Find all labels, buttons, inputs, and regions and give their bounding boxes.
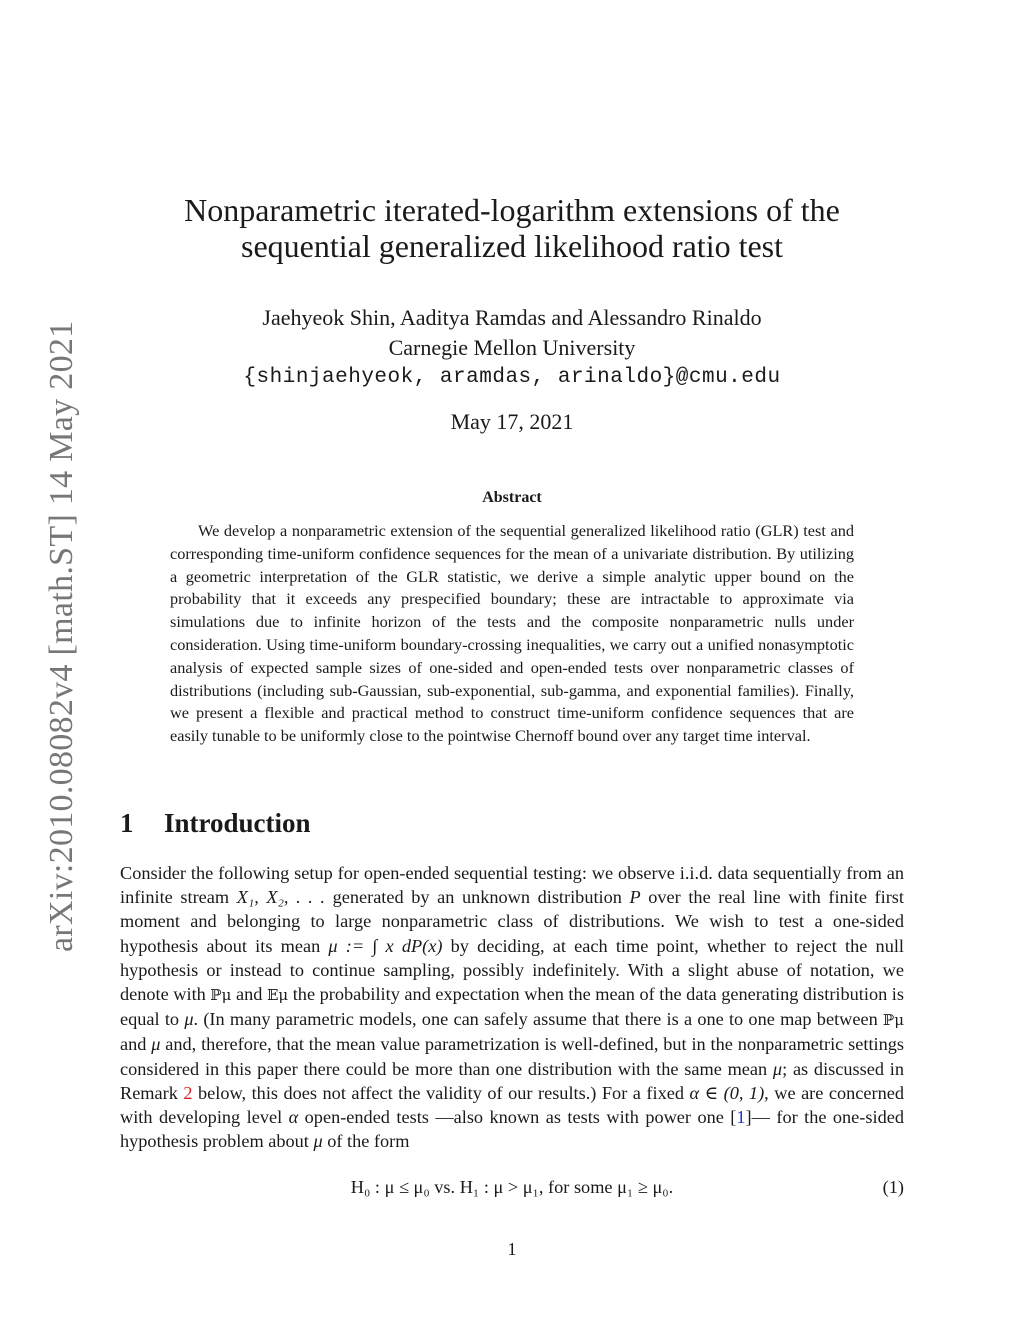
math-prob-measure: ℙμ xyxy=(210,986,232,1005)
math-expectation: 𝔼μ xyxy=(266,986,289,1005)
section-heading xyxy=(120,808,311,839)
author-emails: {shinjaehyeok, aramdas, arinaldo}@cmu.edu xyxy=(243,366,781,389)
math-stream: X₁, X₂, . . . xyxy=(236,887,325,908)
equation-content: H₀ : μ ≤ μ₀ vs. H₁ : μ > μ₁, for some μ₁ ≥ μ₀. xyxy=(350,1177,674,1197)
body-text: and, therefore, that the mean value parametrization is well-defined, but in the nonparametric settings considered in this paper there could be more than one distribution with the same mean xyxy=(120,1034,904,1079)
body-text: over the real line with finite first moment and belonging to large nonparametric class of distributions. We wish to test a one-sided hypothesis about its mean xyxy=(120,887,904,956)
author-block xyxy=(120,303,904,393)
body-text: and xyxy=(120,1034,152,1055)
section-number: 1 xyxy=(120,808,134,838)
math-prob-measure: ℙμ xyxy=(882,1011,904,1030)
page-number: 1 xyxy=(507,1239,517,1259)
citation-link[interactable]: 1 xyxy=(736,1107,746,1128)
body-text: and xyxy=(231,984,267,1005)
title-line-1: Nonparametric iterated-logarithm extensions of the xyxy=(184,192,840,228)
arxiv-sidebar-stamp: arXiv:2010.08082v4 [math.ST] 14 May 2021 xyxy=(43,320,80,952)
body-text: of the form xyxy=(322,1131,410,1152)
body-text: by deciding, at each time point, whether to reject the null hypothesis or instead to continue sampling, possibly indefinitely. With a slight abuse of notation, we denote with xyxy=(120,935,904,1005)
body-text: open-ended tests —also known as tests with power one [ xyxy=(298,1107,737,1128)
equation-1 xyxy=(120,1177,904,1203)
math-mu: μ xyxy=(151,1034,161,1055)
body-text: , we are concerned with developing level xyxy=(120,1082,905,1128)
math-mu: μ xyxy=(313,1131,323,1152)
math-mu: μ xyxy=(772,1058,783,1079)
title-line-2: sequential generalized likelihood ratio test xyxy=(240,228,784,264)
body-text: . (In many parametric models, one can safely assume that there is a one to one map between xyxy=(193,1009,883,1030)
author-names: Jaehyeok Shin, Aaditya Ramdas and Alessandro Rinaldo xyxy=(262,305,762,330)
body-text: ; as discussed in Remark xyxy=(120,1058,904,1103)
abstract-body xyxy=(170,520,854,748)
math-P: P xyxy=(629,887,641,908)
affiliation: Carnegie Mellon University xyxy=(388,335,636,360)
paper-title xyxy=(120,192,904,264)
abstract-heading: Abstract xyxy=(482,489,542,506)
remark-link[interactable]: 2 xyxy=(183,1082,193,1103)
abstract-text: We develop a nonparametric extension of the sequential generalized likelihood ratio (GLR) test and corresponding time-uniform confidence sequences for the mean of a univariate distribution. By utilizing a geometric interpretation of the GLR statistic, we derive a simple analytic upper bound on the probability that it exceeds any prespecified boundary; these are intractable to approximate via simulations due to infinite horizon of the tests and the composite nonparametric nulls under consideration. Using time-uniform boundary-crossing inequalities, we carry out a unified nonasymptotic analysis of expected sample sizes of one-sided and open-ended tests over nonparametric classes of distributions (including sub-Gaussian, sub-exponential, sub-gamma, and exponential families). Finally, we present a flexible and practical method to construct time-uniform confidence sequences that are easily tunable to be uniformly close to the pointwise Chernoff bound over any target time interval. xyxy=(170,521,854,746)
equation-number: (1) xyxy=(882,1177,904,1197)
math-alpha: α xyxy=(288,1107,299,1128)
intro-paragraph xyxy=(120,861,904,1153)
body-text: generated by an unknown distribution xyxy=(325,887,630,908)
math-mu: μ xyxy=(184,1009,194,1030)
math-mean-definition: μ := ∫ x dP(x) xyxy=(328,935,443,956)
math-alpha-interval: α ∈ (0, 1) xyxy=(689,1082,765,1103)
section-title: Introduction xyxy=(164,808,311,838)
body-text: Consider the following setup for open-ended sequential testing: we observe i.i.d. data sequentially from an infinite stream xyxy=(120,863,904,908)
paper-date: May 17, 2021 xyxy=(450,409,574,434)
body-text: below, this does not affect the validity of our results.) For a fixed xyxy=(192,1082,690,1103)
body-text: the probability and expectation when the mean of the data generating distribution is equal to xyxy=(120,984,905,1030)
body-text: ]— for the one-sided hypothesis problem about xyxy=(120,1107,904,1152)
